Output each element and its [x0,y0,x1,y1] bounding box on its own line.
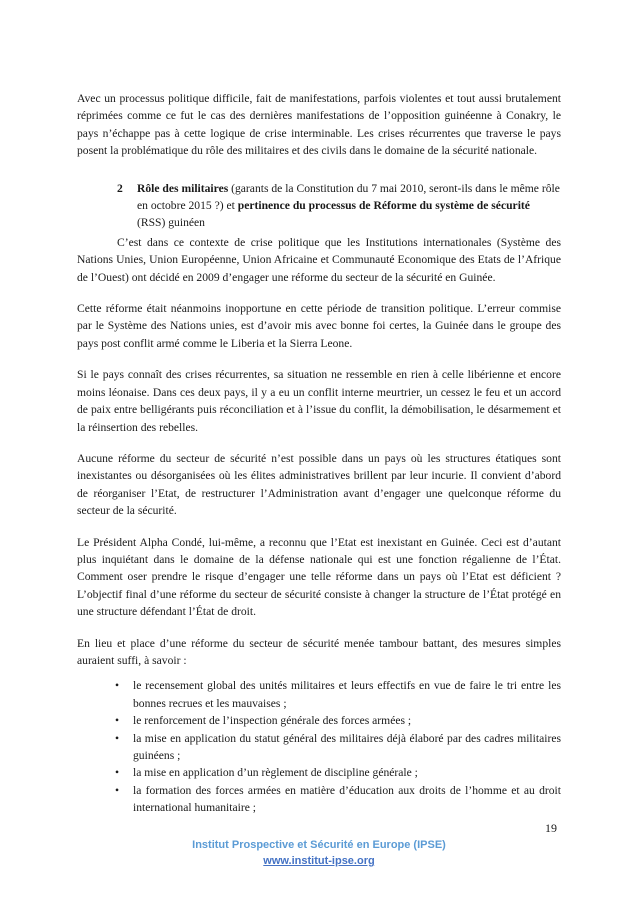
list-item: • le recensement global des unités militaires et leurs effectifs en vue de faire le tri entre les bonnes recrues et les mauvaises ; [133,677,561,712]
paragraph-president-conde: Le Président Alpha Condé, lui-même, a reconnu que l’Etat est inexistant en Guinée. Ceci est d’autant plus inquiétant dans le domaine de la défense nationale qui est une fonction régalienne de l’État. Comment oser prendre le risque d’engager une telle réforme dans un pays où l’Etat est déficient ? L’objectif final d’une réforme du secteur de sécurité consiste à changer la structure de l’État protégé en une structure défendant l’État de droit. [77,535,561,619]
list-item: • la mise en application du statut général des militaires déjà élaboré par des cadres militaires guinéens ; [133,730,561,765]
paragraph-intro: Avec un processus politique difficile, fait de manifestations, parfois violentes et tout aussi brutalement réprimées comme ce fut le cas des dernières manifestations de l’opposition guinéenne à Conakry, le pays n’échappe pas à cette logique de crise interminable. Les crises récurrentes que traverse le pays posent la problématique du rôle des militaires et des civils dans le domaine de la sécurité nationale. [77,92,561,158]
section-title-bold-1: Rôle des militaires [137,181,229,195]
footer-institute: Institut Prospective et Sécurité en Europe (IPSE) [192,839,446,851]
paragraph-reform-inopportune: Cette réforme était néanmoins inopportune en cette période de transition politique. L’erreur commise par le Système des Nations unies, est d’avoir mis avec bonne foi certes, la Guinée dans le groupe des pays post conflit armé comme le Liberia et la Sierra Leone. [77,302,561,350]
footer [0,837,638,869]
measures-list [77,677,561,816]
section-title [137,180,561,232]
section-number: 2 [117,181,123,195]
section-title-bold-2: pertinence du processus de Réforme du système de sécurité [237,199,530,213]
paragraph-no-reform-possible: Aucune réforme du secteur de sécurité n’est possible dans un pays où les structures étatiques sont inexistantes ou désorganisées où les élites administratives brillent par leur incurie. Il convient d’abord de réorganiser l’Etat, de restructurer l’Administration avant d’engager une quelconque réforme du secteur de la sécurité. [77,451,561,518]
document-body [77,90,561,817]
list-item: • le renforcement de l’inspection générale des forces armées ; [133,712,561,729]
list-item: • la mise en application d’un règlement de discipline générale ; [133,764,561,781]
page-number: 19 [545,821,557,835]
paragraph-recurrent-crises: Si le pays connaît des crises récurrentes, sa situation ne ressemble en rien à celle libérienne et encore moins léonaise. Dans ces deux pays, il y a eu un conflit interne meurtrier, un cessez le feu et un accord de paix entre belligérants puis réconciliation et à l’issue du conflit, la démobilisation, le désarmement et la réinsertion des rebelles. [77,368,561,434]
list-item: • la formation des forces armées en matière d’éducation aux droits de l’homme et au droit international humanitaire ; [133,782,561,817]
section-title-text-2: (RSS) guinéen [137,216,205,230]
section-title-text-1: (garants de la Constitution du 7 mai 2010, seront-ils dans le même rôle en octobre 2015 ?) et [137,181,560,213]
section-heading [117,180,561,232]
paragraph-simple-measures: En lieu et place d’une réforme du secteur de sécurité menée tambour battant, des mesures simples auraient suffi, à savoir : [77,636,561,667]
footer-website-link[interactable]: www.institut-ipse.org [263,855,375,867]
paragraph-context: C’est dans ce contexte de crise politique que les Institutions internationales (Système des Nations Unies, Union Européenne, Union Africaine et Communauté Economique des Etats de l’Afrique de l’Ouest) ont décidé en 2009 d’engager une réforme du secteur de la sécurité en Guinée. [77,235,561,284]
